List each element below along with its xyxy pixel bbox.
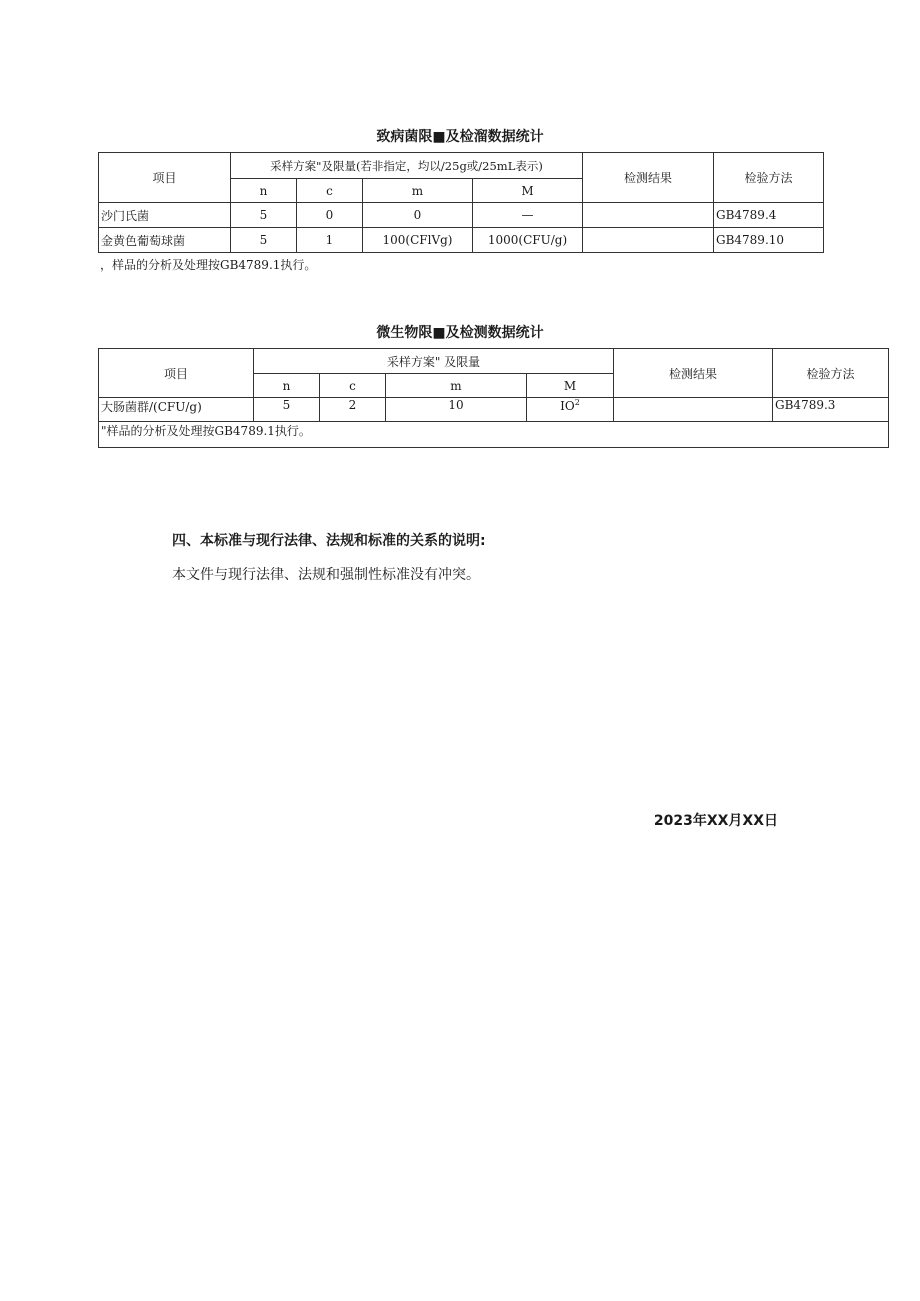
cell-item: 大肠菌群/(CFU/g) [99, 398, 254, 422]
header-item: 项目 [99, 153, 231, 203]
header-test-result: 检测结果 [614, 349, 773, 398]
header-sampling-plan: 采样方案" 及限量 [254, 349, 614, 374]
header-c: c [297, 179, 363, 203]
header-test-method: 检验方法 [773, 349, 889, 398]
section4-body: 本文件与现行法律、法规和强制性标准没有冲突。 [172, 567, 480, 583]
header-m: m [386, 374, 527, 398]
cell-method: GB4789.3 [773, 398, 889, 422]
table2-footnote: "样品的分析及处理按GB4789.1执行。 [99, 422, 889, 448]
table-row [99, 203, 824, 228]
cell-c: 1 [297, 228, 363, 253]
cell-M: 1000(CFU/g) [473, 228, 583, 253]
header-sampling-plan: 采样方案"及限量(若非指定，均以/25g或/25mL表示) [231, 153, 583, 179]
cell-method: GB4789.4 [714, 203, 824, 228]
cell-c: 2 [320, 398, 386, 422]
header-n: n [231, 179, 297, 203]
header-c: c [320, 374, 386, 398]
table-row [99, 228, 824, 253]
header-M: M [473, 179, 583, 203]
header-test-method: 检验方法 [714, 153, 824, 203]
header-n: n [254, 374, 320, 398]
cell-n: 5 [254, 398, 320, 422]
table1-title: 致病菌限■及检溜数据统计 [376, 129, 544, 145]
cell-item: 沙门氏菌 [99, 203, 231, 228]
header-item: 项目 [99, 349, 254, 398]
cell-result [583, 203, 714, 228]
cell-result [614, 398, 773, 422]
header-m: m [363, 179, 473, 203]
table-header-row [99, 153, 824, 179]
table1-footnote: ，样品的分析及处理按GB4789.1执行。 [100, 258, 317, 272]
table-footnote-row [99, 422, 889, 448]
microbial-limit-table [98, 348, 889, 448]
table2-title: 微生物限■及检测数据统计 [376, 325, 544, 341]
cell-M-exponent: 2 [574, 398, 580, 407]
cell-method: GB4789.10 [714, 228, 824, 253]
cell-M-base: IO [560, 399, 575, 413]
cell-m: 100(CFlVg) [363, 228, 473, 253]
table-header-row [99, 349, 889, 374]
document-date: 2023年XX月XX日 [653, 813, 778, 829]
cell-M: — [473, 203, 583, 228]
cell-c: 0 [297, 203, 363, 228]
cell-result [583, 228, 714, 253]
pathogen-limit-table [98, 152, 824, 253]
cell-n: 5 [231, 203, 297, 228]
header-M: M [527, 374, 614, 398]
cell-m: 10 [386, 398, 527, 422]
cell-m: 0 [363, 203, 473, 228]
cell-n: 5 [231, 228, 297, 253]
section4-title: 四、本标准与现行法律、法规和标准的关系的说明: [172, 533, 486, 549]
table-row [99, 398, 889, 422]
header-test-result: 检测结果 [583, 153, 714, 203]
cell-M [527, 398, 614, 422]
cell-item: 金黄色葡萄球菌 [99, 228, 231, 253]
